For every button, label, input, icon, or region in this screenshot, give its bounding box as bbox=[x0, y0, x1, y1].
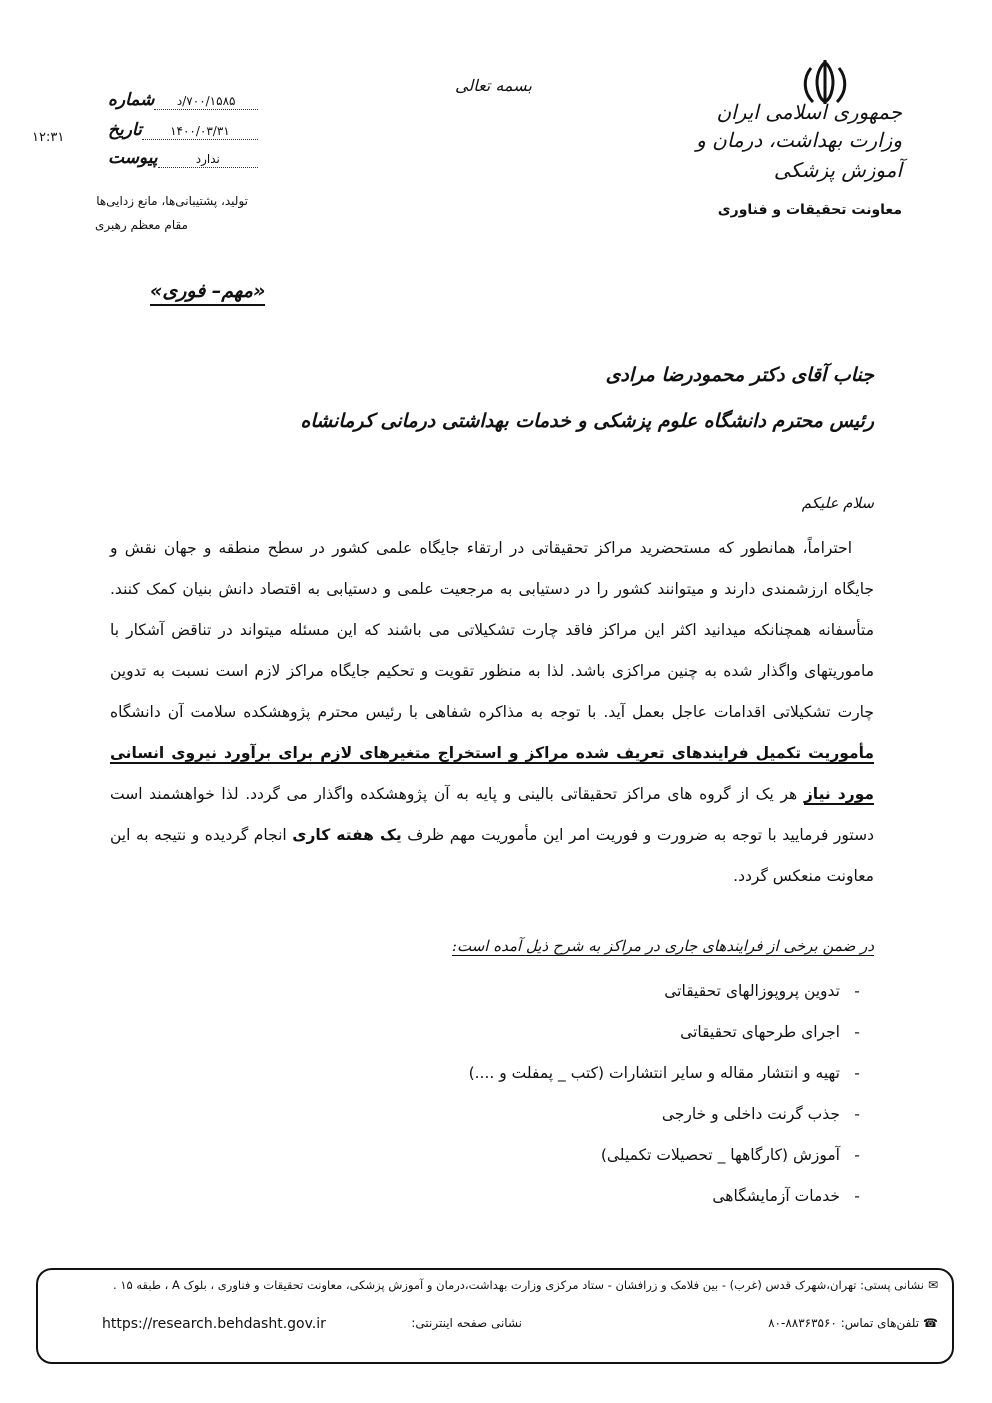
list-bullet: - bbox=[854, 1105, 860, 1123]
phone-icon: ☎ bbox=[923, 1316, 938, 1330]
urgency-label: «مهم– فوری» bbox=[150, 280, 265, 306]
list-item-text: جذب گرنت داخلی و خارجی bbox=[661, 1105, 840, 1123]
list-item-text: آموزش (کارگاهها _ تحصیلات تکمیلی) bbox=[600, 1146, 840, 1164]
letter-attachment-row bbox=[108, 146, 258, 168]
letter-attachment-value: ندارد bbox=[158, 152, 258, 168]
greeting: سلام علیکم bbox=[801, 494, 874, 512]
list-item bbox=[469, 1180, 874, 1221]
letter-date-value: ۱۴۰۰/۰۳/۳۱ bbox=[142, 124, 258, 140]
body-mission-highlight: مأموریت تکمیل فرایندهای تعریف شده مراکز و استخراج متغیرهای لازم برای برآورد نیروی انسانی مورد نیاز bbox=[110, 744, 875, 803]
list-item bbox=[469, 975, 874, 1016]
body-paragraph bbox=[110, 528, 874, 897]
ministry-line3: آموزش پزشکی bbox=[773, 158, 902, 182]
letter-number-label: شماره bbox=[108, 90, 155, 110]
footer-box bbox=[36, 1268, 954, 1364]
letter-number-value: ۷۰۰/۱۵۸۵/د bbox=[154, 94, 258, 110]
footer-phone-value: ۸۸۳۶۳۵۶۰-۸۰ bbox=[768, 1316, 837, 1330]
letter-attachment-label: پیوست bbox=[108, 148, 158, 168]
letter-body bbox=[110, 528, 874, 897]
body-text-part1: احتراماً، همانطور که مستحضرید مراکز تحقیقاتی در ارتقاء جایگاه علمی کشور در سطح منطقه و جهان نقش و جایگاه ارزشمندی دارند و میتوانند کشور را در دستیابی به مرجعیت علمی و دستیابی به اقتصاد دانش بنیان کمک کنند. متأسفانه همچنانکه میدانید اکثر این مراکز فاقد چارت تشکیلاتی می باشند که این مسئله میتواند در تناقض آشکار با ماموریتهای واگذار شده به چنین مراکزی باشد. لذا به منظور تقویت و تحکیم جایگاه مراکز لازم است نسبت به تدوین چارت تشکیلاتی اقدامات عاجل بعمل آید. با توجه به مذاکره شفاهی با رئیس محترم پژوهشکده سلامت آن دانشگاه bbox=[110, 539, 874, 721]
list-item-text: تهیه و انتشار مقاله و سایر انتشارات (کتب _ پمفلت و ....) bbox=[468, 1064, 840, 1082]
list-bullet: - bbox=[854, 1023, 860, 1041]
envelope-icon: ✉ bbox=[927, 1278, 938, 1292]
body-deadline-highlight: یک هفته کاری bbox=[292, 826, 402, 844]
list-bullet: - bbox=[854, 1187, 860, 1205]
footer-address bbox=[48, 1278, 938, 1292]
footer-phone-label: تلفن‌های تماس: bbox=[840, 1316, 920, 1330]
letter-date-row bbox=[108, 118, 258, 140]
process-list bbox=[469, 975, 874, 1221]
deputy-office: معاونت تحقیقات و فناوری bbox=[717, 202, 902, 218]
letter-date-label: تاریخ bbox=[108, 120, 142, 140]
list-bullet: - bbox=[854, 1146, 860, 1164]
list-item-text: خدمات آزمایشگاهی bbox=[712, 1187, 840, 1205]
ministry-line2: وزارت بهداشت، درمان و bbox=[696, 128, 902, 152]
footer-phone bbox=[768, 1316, 938, 1330]
list-item-text: اجرای طرحهای تحقیقاتی bbox=[680, 1023, 840, 1041]
body-text-part2: هر یک از گروه های مراکز تحقیقاتی بالینی و پایه به آن پژوهشکده واگذار می گردد. لذا خواهشمند است دستور فرمایید با توجه به ضرورت و فوریت امر این مأموریت مهم ظرف bbox=[110, 785, 874, 844]
addressee-title: رئیس محترم دانشگاه علوم پزشکی و خدمات بهداشتی درمانی کرمانشاه bbox=[300, 410, 874, 432]
ministry-line1: جمهوری اسلامی ایران bbox=[716, 100, 902, 124]
addressee-name: جناب آقای دکتر محمودرضا مرادی bbox=[605, 364, 874, 386]
motto-line1: تولید، پشتیبانی‌ها، مانع زدایی‌ها bbox=[96, 194, 248, 208]
body-text-part3: انجام گردیده و نتیجه به این معاونت منعکس گردد. bbox=[110, 826, 874, 885]
motto-line2: مقام معظم رهبری bbox=[94, 218, 188, 232]
bismillah: بسمه تعالی bbox=[455, 76, 532, 95]
list-item bbox=[469, 1098, 874, 1139]
list-bullet: - bbox=[854, 1064, 860, 1082]
list-item bbox=[469, 1057, 874, 1098]
footer-website bbox=[102, 1316, 522, 1332]
list-item bbox=[469, 1016, 874, 1057]
website-link[interactable]: https://research.behdasht.gov.ir bbox=[102, 1316, 326, 1332]
list-item bbox=[469, 1139, 874, 1180]
footer-web-label: نشانی صفحه اینترنتی: bbox=[411, 1316, 522, 1330]
letter-number-row bbox=[108, 88, 258, 110]
process-list-intro: در ضمن برخی از فرایندهای جاری در مراکز به شرح ذیل آمده است: bbox=[451, 937, 874, 955]
footer-address-text: نشانی پستی: تهران،شهرک قدس (غرب) - بین فلامک و زرافشان - ستاد مرکزی وزارت بهداشت،درمان و آموزش پزشکی، معاونت تحقیقات و فناوری ، بلوک A ، طبقه ۱۵ . bbox=[113, 1278, 924, 1292]
list-item-text: تدوین پروپوزالهای تحقیقاتی bbox=[664, 982, 840, 1000]
time-stamp: ۱۲:۳۱ bbox=[32, 130, 65, 145]
list-bullet: - bbox=[854, 982, 860, 1000]
